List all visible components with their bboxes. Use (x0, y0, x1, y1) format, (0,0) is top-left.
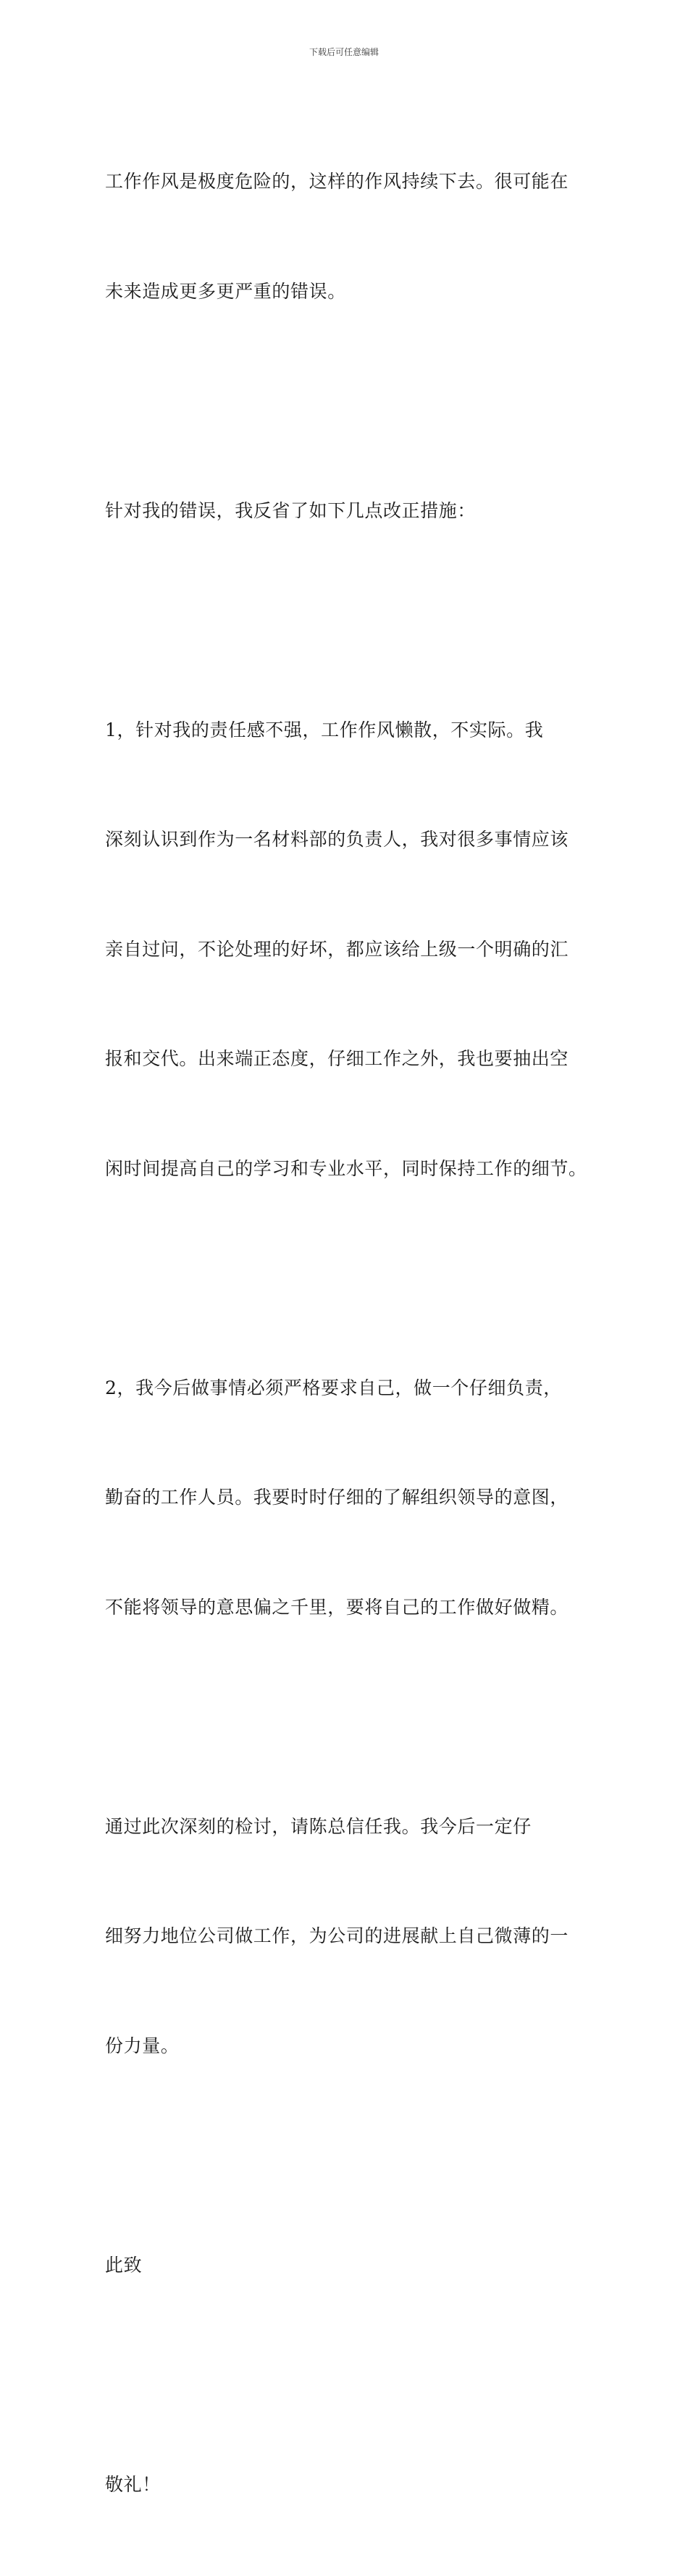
paragraph-gap (105, 2137, 597, 2174)
paragraph-measure-1 (105, 639, 597, 1261)
text-line: 此致 (105, 2247, 597, 2284)
text-line: 闲时间提高自己的学习和专业水平，同时保持工作的细节。 (105, 1151, 597, 1188)
paragraph-gap (105, 1260, 597, 1297)
text-line: 亲自过问，不论处理的好坏，都应该给上级一个明确的汇 (105, 932, 597, 968)
text-line: 针对我的错误，我反省了如下几点改正措施： (105, 493, 597, 530)
text-line: 细努力地位公司做工作，为公司的进展献上自己微薄的一 (105, 1918, 597, 1955)
closing-regards (105, 2394, 597, 2576)
page-header: 下载后可任意编辑 (0, 46, 688, 58)
paragraph-intro-measures (105, 420, 597, 603)
text-line: 2，我今后做事情必须严格要求自己，做一个仔细负责， (105, 1370, 597, 1407)
text-line: 敬礼！ (105, 2467, 597, 2504)
paragraph-gap (105, 602, 597, 639)
text-line: 深刻认识到作为一名材料部的负责人，我对很多事情应该 (105, 822, 597, 858)
text-line: 勤奋的工作人员。我要时时仔细的了解组织领导的意图， (105, 1479, 597, 1516)
text-line: 报和交代。出来端正态度，仔细工作之外，我也要抽出空 (105, 1041, 597, 1078)
closing-salutation (105, 2174, 597, 2357)
text-line: 份力量。 (105, 2028, 597, 2065)
paragraph-measure-2 (105, 1297, 597, 1699)
paragraph-gap (105, 2357, 597, 2394)
paragraph-gap (105, 383, 597, 420)
paragraph-continuation (105, 90, 597, 383)
text-line: 未来造成更多更严重的错误。 (105, 274, 597, 311)
text-line: 1，针对我的责任感不强，工作作风懒散，不实际。我 (105, 712, 597, 749)
document-page (0, 0, 688, 973)
paragraph-gap (105, 1699, 597, 1736)
document-body (105, 90, 597, 2576)
text-line: 通过此次深刻的检讨，请陈总信任我。我今后一定仔 (105, 1809, 597, 1846)
text-line: 不能将领导的意思偏之千里，要将自己的工作做好做精。 (105, 1589, 597, 1626)
paragraph-conclusion (105, 1736, 597, 2138)
text-line: 工作作风是极度危险的，这样的作风持续下去。很可能在 (105, 164, 597, 200)
